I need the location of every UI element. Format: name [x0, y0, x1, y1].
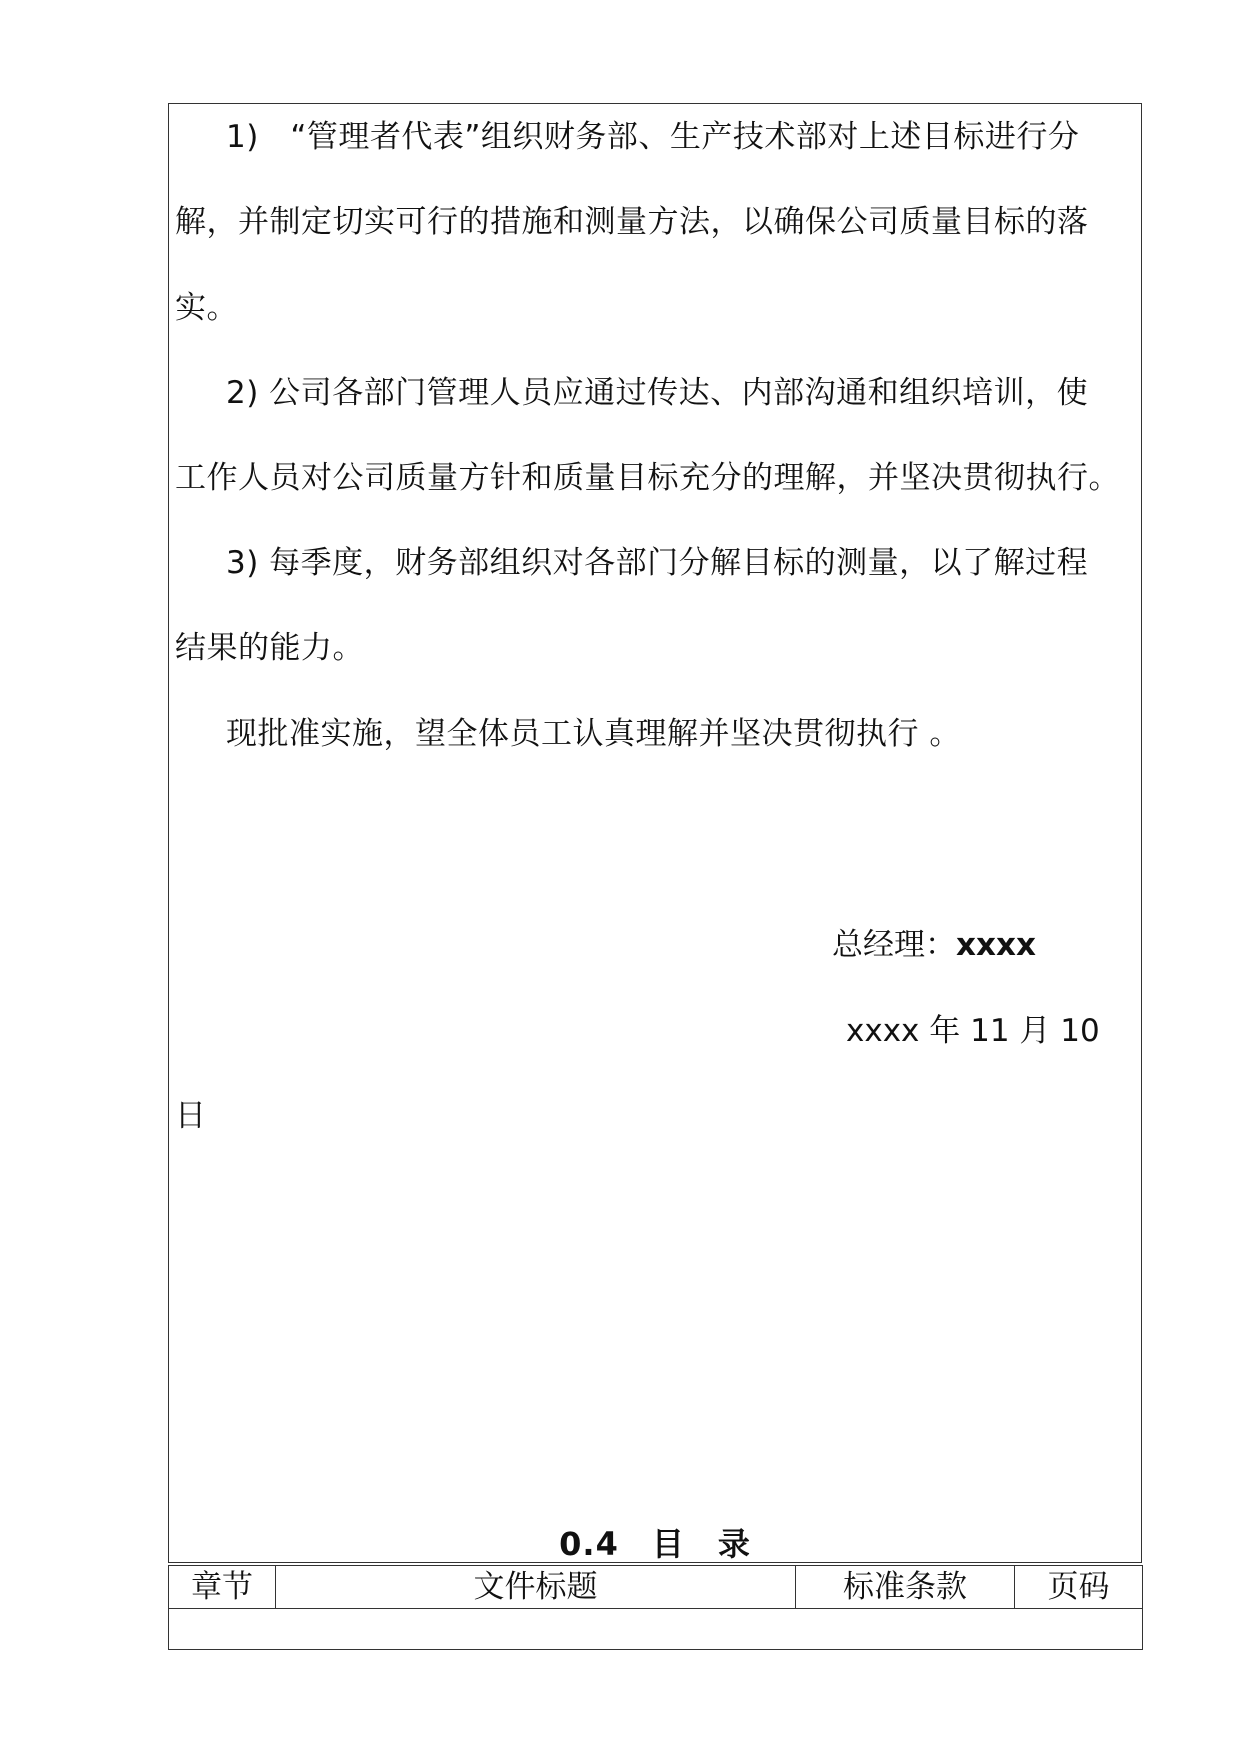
signature-line	[832, 925, 1036, 965]
toc-empty-cell	[169, 1609, 1143, 1650]
signature-date-tail: 日	[175, 1098, 206, 1134]
toc-header-chapter: 章节	[169, 1566, 276, 1609]
paragraph-2-line-2: 工作人员对公司质量方针和质量目标充分的理解，并坚决贯彻执行。	[175, 460, 1120, 496]
signature-date: xxxx 年 11 月 10	[846, 1013, 1100, 1049]
document-frame	[168, 103, 1142, 1563]
toc-header-page: 页码	[1015, 1566, 1143, 1609]
paragraph-3-line-2: 结果的能力。	[175, 630, 364, 666]
toc-title: 0.4 目 录	[559, 1525, 751, 1563]
paragraph-2-line-1: 2) 公司各部门管理人员应通过传达、内部沟通和组织培训，使	[226, 375, 1089, 411]
toc-header-row	[169, 1566, 1143, 1609]
paragraph-3-line-1: 3) 每季度，财务部组织对各部门分解目标的测量，以了解过程	[226, 545, 1089, 581]
signature-name: xxxx	[956, 927, 1036, 963]
approval-statement: 现批准实施，望全体员工认真理解并坚决贯彻执行 。	[226, 716, 961, 752]
toc-header-document-title: 文件标题	[276, 1566, 796, 1609]
paragraph-1-line-2: 解，并制定切实可行的措施和测量方法，以确保公司质量目标的落	[175, 204, 1089, 240]
signature-label: 总经理：	[832, 927, 956, 963]
toc-empty-row	[169, 1609, 1143, 1650]
toc-table	[168, 1565, 1143, 1650]
toc-header-standard-clause: 标准条款	[796, 1566, 1015, 1609]
paragraph-1-line-3: 实。	[175, 290, 238, 326]
paragraph-1-line-1: 1) “管理者代表”组织财务部、生产技术部对上述目标进行分	[226, 119, 1080, 155]
